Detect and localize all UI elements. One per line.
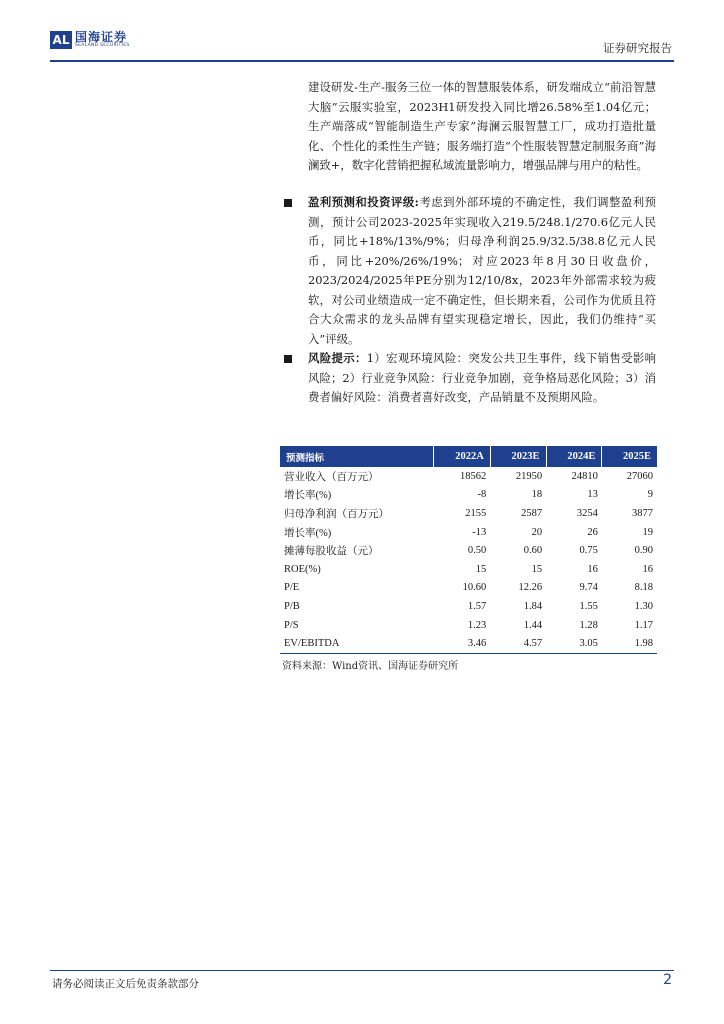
table-row-label: P/S	[284, 619, 299, 631]
header-divider	[50, 60, 674, 62]
table-cell: 19	[642, 526, 653, 538]
logo-chinese-name: 国海证券	[75, 30, 128, 45]
earnings-forecast-title: 盈利预测和投资评级:	[308, 195, 419, 209]
table-cell: 3877	[632, 507, 653, 519]
table-row-label: ROE(%)	[284, 563, 321, 575]
table-row	[280, 597, 657, 616]
table-cell: 26	[587, 526, 598, 538]
table-row-label: P/E	[284, 582, 300, 594]
table-row-label: 归母净利润（百万元）	[284, 508, 389, 520]
table-cell: 8.18	[634, 582, 653, 594]
table-cell: -8	[477, 489, 487, 501]
paragraph-earnings-forecast	[308, 193, 656, 349]
table-header-cell: 2022A	[434, 446, 491, 467]
table-row	[280, 616, 657, 635]
table-cell: 0.75	[579, 545, 598, 557]
table-cell: 1.23	[467, 619, 487, 631]
table-row	[280, 541, 657, 560]
table-row-label: 增长率(%)	[284, 527, 332, 539]
table-cell: 15	[531, 563, 543, 575]
table-header-cell: 2025E	[602, 446, 657, 467]
table-cell: 1.55	[579, 600, 598, 612]
table-cell: 13	[587, 489, 598, 501]
table-cell: 24810	[571, 470, 598, 482]
table-cell: 1.28	[579, 619, 598, 631]
table-cell: 0.50	[467, 545, 487, 557]
table-row-label: EV/EBITDA	[280, 634, 434, 653]
table-header-cell: 2024E	[546, 446, 602, 467]
table-cell: 1.57	[467, 600, 487, 612]
table-cell: 15	[475, 563, 487, 575]
table-header-cell: 2023E	[490, 446, 546, 467]
company-logo	[50, 31, 130, 49]
table-cell: 9	[647, 489, 653, 501]
page-number: 2	[663, 972, 672, 988]
table-row-label: 增长率(%)	[284, 490, 332, 502]
table-row-label: P/B	[284, 600, 300, 612]
table-cell: 20	[531, 526, 543, 538]
risk-text: 1）宏观环境风险：突发公共卫生事件，线下销售受影响风险；2）行业竞争风险：行业竞争加剧，竞争格局恶化风险；3）消费者偏好风险：消费者喜好改变，产品销量不及预期风险。	[308, 351, 656, 404]
paragraph-risk	[308, 349, 656, 408]
table-source: 资料来源：Wind资讯、国海证券研究所	[282, 661, 459, 672]
table-cell: 12.26	[518, 582, 543, 594]
table-cell: 21950	[515, 470, 543, 482]
table-cell: 4.57	[490, 634, 546, 653]
table-cell: 2587	[521, 507, 543, 519]
table-header-cell: 预测指标	[280, 446, 434, 467]
table-cell: 0.90	[634, 545, 653, 557]
table-cell: 16	[587, 563, 598, 575]
table-cell: 9.74	[579, 582, 598, 594]
table-row	[280, 467, 657, 486]
paragraph-intro: 建设研发-生产-服务三位一体的智慧服装体系，研发端成立“前沿智慧大脑”云服实验室，2023H1研发投入同比增26.58%至1.04亿元；生产端落成“智能制造生产专家”海澜云服智慧工厂，成功打造批量化、个性化的柔性生产链；服务端打造“个性服装智慧定制服务商”海澜致+，数字化营销把握私域流量影响力，增强品牌与用户的粘性。	[308, 80, 656, 172]
table-cell: 1.30	[634, 600, 653, 612]
table-cell: 27060	[626, 470, 653, 482]
table-cell: 2155	[465, 507, 487, 519]
table-cell: 1.44	[523, 619, 543, 631]
table-row-label: 营业收入（百万元）	[284, 471, 379, 483]
table-cell: -13	[472, 526, 487, 538]
bullet-square-icon	[284, 355, 292, 363]
table-cell: 1.98	[602, 634, 657, 653]
table-row	[280, 486, 657, 505]
footer-disclaimer: 请务必阅读正文后免责条款部分	[52, 978, 199, 990]
earnings-forecast-text: 考虑到外部环境的不确定性，我们调整盈利预测，预计公司2023-2025年实现收入219.5/248.1/270.6亿元人民币，同比+18%/13%/9%；归母净利润25.9/32.5/38.8亿元人民币，同比+20%/26%/19%；对应2023年8月30日收盘价，2023/2024/2025年PE分别为12/10/8x，2023年外部需求较为疲软，对公司业绩造成一定不确定性，但长期来看，公司作为优质且符合大众需求的龙头品牌有望实现稳定增长，因此，我们仍维持“买入”评级。	[308, 195, 656, 346]
table-cell: 1.17	[634, 619, 653, 631]
table-row-label: 摊薄每股收益（元）	[284, 546, 379, 558]
table-cell: 3.05	[546, 634, 602, 653]
table-cell: 16	[642, 563, 653, 575]
footer-divider	[50, 970, 674, 971]
table-cell: 18	[531, 489, 543, 501]
table-cell: 1.84	[523, 600, 543, 612]
logo-english-name: SEALAND SECURITIES	[75, 43, 130, 49]
logo-mark-icon: AL	[50, 31, 72, 49]
table-row	[280, 523, 657, 542]
table-row	[280, 560, 657, 579]
table-cell: 3254	[576, 507, 598, 519]
report-type: 证券研究报告	[603, 41, 672, 55]
table-row	[280, 634, 657, 653]
table-row	[280, 579, 657, 598]
table-cell: 18562	[460, 470, 487, 482]
forecast-table	[280, 446, 657, 654]
table-row	[280, 504, 657, 523]
table-cell: 0.60	[523, 545, 543, 557]
bullet-square-icon	[284, 199, 292, 207]
table-header-row	[280, 446, 657, 467]
table-cell: 10.60	[462, 582, 487, 594]
risk-title: 风险提示：	[308, 351, 367, 365]
table-cell: 3.46	[434, 634, 491, 653]
